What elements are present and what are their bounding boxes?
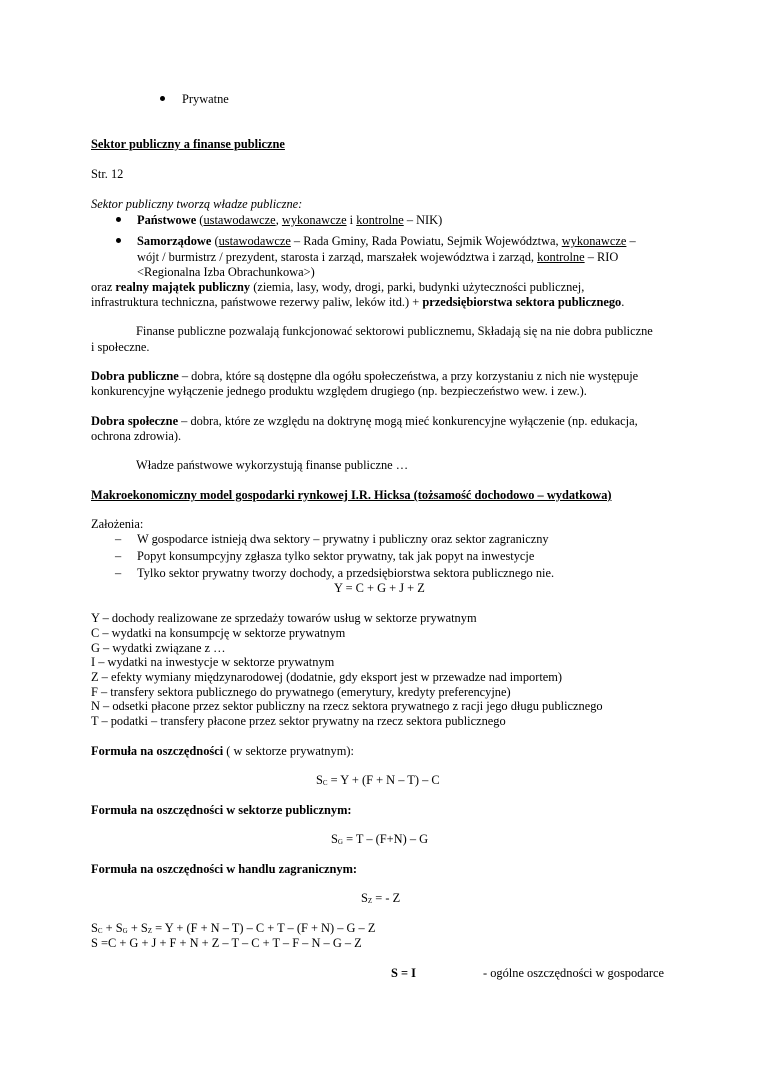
page-reference: Str. 12 [91,167,124,181]
text-run: ( [211,234,219,248]
text-run: S [361,891,368,905]
text-run: – [626,234,636,248]
assumption-item: W gospodarce istnieją dwa sektory – prywatny i publiczny oraz sektor zagraniczny [137,532,549,546]
bullet-dot-icon [116,217,121,222]
definition-line: I – wydatki na inwestycje w sektorze prywatnym [91,655,335,669]
bold-term: przedsiębiorstwa sektora publicznego [422,295,622,309]
underlined-term: ustawodawcze [203,213,276,227]
dash-icon: – [115,566,122,580]
bold-term: Dobra społeczne [91,414,179,428]
underlined-term: wykonawcze [561,234,627,248]
formula-heading-foreign: Formuła na oszczędności w handlu zagranicznym: [91,862,358,876]
text-run: – NIK) [403,213,443,227]
text-run: , [275,213,282,227]
formula-private [316,773,440,791]
underlined-term: wykonawcze [281,213,347,227]
item-bold: Samorządowe [137,234,212,248]
dash-icon: – [115,549,122,563]
dash-icon: – [115,532,122,546]
text-run: S [91,921,98,935]
text-run: = Y + (F + N – T) – C [327,773,440,787]
text-run: + S [102,921,123,935]
subscript: Z [147,927,153,935]
bold-term: Dobra publiczne [91,369,179,383]
sum-equation-line2: S =C + G + J + F + N + Z – T – C + T – F – N – G – Z [91,936,362,950]
definition-line: C – wydatki na konsumpcję w sektorze prywatnym [91,626,346,640]
bullet-item-panstwowe [116,213,121,228]
text-run: – dobra, które są dostępne dla ogółu społeczeństwa, a przy korzystaniu z nich nie występuje [178,369,639,383]
text-run: ( w sektorze prywatnym): [223,744,354,758]
dobra-publiczne-line2: konkurencyjne wyłączenie jednego produktu względem drugiego (np. bezpieczeństwo wew. i zew.). [91,384,587,398]
bold-term: realny majątek publiczny [115,280,251,294]
para-finanse-line2: i społeczne. [91,340,150,354]
subscript: C [322,779,328,787]
text-run: – Rada Gminy, Rada Powiatu, Sejmik Województwa, [290,234,562,248]
intro-italic: Sektor publiczny tworzą władze publiczne: [91,197,303,211]
formula-foreign [361,891,400,909]
item-panstwowe [137,213,442,228]
subscript: Z [367,897,373,905]
underlined-term: kontrolne [537,250,585,264]
text-run: wójt / burmistrz / prezydent, starosta i zarząd, marszałek województwa i zarząd, [137,250,538,264]
subscript: G [337,838,343,846]
para-finanse-line1: Finanse publiczne pozwalają funkcjonować sektorowi publicznemu, Składają się na nie dobra publiczne [136,324,653,338]
bullet-dot-icon [160,96,165,101]
oraz-line2 [91,295,624,310]
bold-term: Formuła na oszczędności [91,744,224,758]
text-run: = Y + (F + N – T) – C + T – (F + N) – G – Z [152,921,376,935]
text-run: – RIO [584,250,619,264]
section-heading-sektor: Sektor publiczny a finanse publiczne [91,137,285,151]
text-run: infrastruktura techniczna, państwowe rezerwy paliw, leków itd.) + [91,295,423,309]
wladze-line: Władze państwowe wykorzystują finanse publiczne … [136,458,409,472]
final-identity: S = I [391,966,416,980]
definition-line: T – podatki – transfery płacone przez sektor prywatny na rzecz sektora publicznego [91,714,506,728]
dobra-publiczne-line1 [91,369,638,384]
underlined-term: kontrolne [356,213,404,227]
identity-equation: Y = C + G + J + Z [334,581,425,595]
formula-heading-private [91,744,354,759]
text-run: S [316,773,323,787]
dobra-spoleczne-line1 [91,414,638,429]
formula-public [331,832,428,850]
final-note: - ogólne oszczędności w gospodarce [483,966,664,980]
section-heading-hicks: Makroekonomiczny model gospodarki rynkowej I.R. Hicksa (tożsamość dochodowo – wydatkowa) [91,488,612,502]
subscript: C [97,927,103,935]
bullet-text: Prywatne [182,92,229,106]
item-samorzadowe-line1 [137,234,636,249]
bullet-dot-icon [116,238,121,243]
item-bold: Państwowe [137,213,197,227]
item-samorzadowe-line3: <Regionalna Izba Obrachunkowa>) [137,265,315,279]
definition-line: N – odsetki płacone przez sektor publiczny na rzecz sektora prywatnego z racji jego długu publicznego [91,699,603,713]
bullet-item [160,92,165,107]
underlined-term: ustawodawcze [218,234,291,248]
text-run: oraz [91,280,116,294]
text-run: = - Z [372,891,401,905]
dobra-spoleczne-line2: ochrona zdrowia). [91,429,182,443]
definition-line: F – transfery sektora publicznego do prywatnego (emerytury, kredyty preferencyjne) [91,685,511,699]
text-run: + S [127,921,148,935]
oraz-line1 [91,280,584,295]
definition-line: G – wydatki związane z … [91,641,226,655]
zalozenia-label: Założenia: [91,517,144,531]
text-run: ( [196,213,204,227]
text-run: = T – (F+N) – G [342,832,429,846]
assumption-item: Popyt konsumpcyjny zgłasza tylko sektor prywatny, tak jak popyt na inwestycje [137,549,535,563]
definition-line: Y – dochody realizowane ze sprzedaży towarów usług w sektorze prywatnym [91,611,477,625]
item-samorzadowe-line2 [137,250,618,265]
formula-heading-public: Formuła na oszczędności w sektorze publicznym: [91,803,352,817]
definition-line: Z – efekty wymiany międzynarodowej (dodatnie, gdy eksport jest w przewadze nad importem) [91,670,563,684]
text-run: . [621,295,625,309]
text-run: i [346,213,357,227]
assumption-item: Tylko sektor prywatny tworzy dochody, a przedsiębiorstwa sektora publicznego nie. [137,566,555,580]
text-run: S [331,832,338,846]
text-run: (ziemia, lasy, wody, drogi, parki, budynki użyteczności publicznej, [250,280,585,294]
bullet-item-samorzadowe [116,234,121,249]
text-run: – dobra, które ze względu na doktrynę mogą mieć konkurencyjne wyłączenie (np. edukacja, [178,414,638,428]
subscript: G [122,927,128,935]
